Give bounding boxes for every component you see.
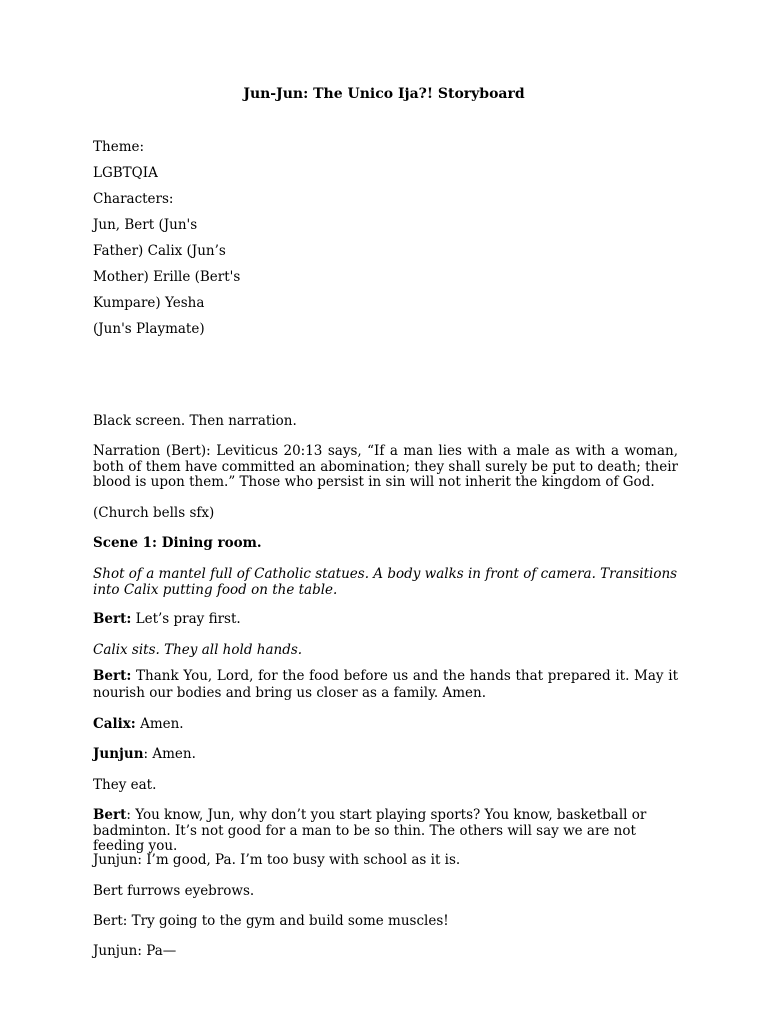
dialogue-text: Thank You, Lord, for the food before us and the hands that prepared it. May it nourish our bodies and bring us closer as a family. Amen. <box>93 668 678 701</box>
speaker-name: Bert <box>93 807 127 823</box>
speaker-name: Junjun <box>93 746 144 762</box>
dialogue-line <box>93 747 678 763</box>
narration-paragraph: Narration (Bert): Leviticus 20:13 says, “If a man lies with a male as with a woman, both of them have committed an abomination; they shall surely be put to death; their blood is upon them.” Those who persist in sin will not inherit the kingdom of God. <box>93 443 678 490</box>
dialogue-text: : Amen. <box>143 746 196 762</box>
characters-line: (Jun's Playmate) <box>93 321 205 337</box>
stage-direction: They eat. <box>93 777 157 793</box>
speaker-name: Bert: <box>93 668 132 684</box>
dialogue-text: Amen. <box>135 716 184 732</box>
characters-line: Jun, Bert (Jun's <box>93 217 198 233</box>
dialogue-line <box>93 612 678 628</box>
dialogue-line <box>93 717 678 733</box>
speaker-name: Calix: <box>93 716 136 732</box>
dialogue-line: Bert: Try going to the gym and build some muscles! <box>93 913 449 929</box>
characters-heading: Characters: <box>93 191 174 207</box>
scene-heading: Scene 1: Dining room. <box>93 535 262 551</box>
theme-heading: Theme: <box>93 139 145 155</box>
characters-line: Kumpare) Yesha <box>93 295 205 311</box>
stage-direction: Bert furrows eyebrows. <box>93 883 255 899</box>
dialogue-line <box>93 808 678 855</box>
stage-direction: Calix sits. They all hold hands. <box>93 642 303 658</box>
speaker-name: Bert: <box>93 611 132 627</box>
stage-direction: Black screen. Then narration. <box>93 413 297 429</box>
dialogue-line <box>93 668 678 702</box>
characters-line: Father) Calix (Jun’s <box>93 243 226 259</box>
dialogue-line: Junjun: I’m good, Pa. I’m too busy with school as it is. <box>93 852 461 868</box>
dialogue-line: Junjun: Pa— <box>93 943 177 959</box>
stage-direction: Shot of a mantel full of Catholic statues. A body walks in front of camera. Transitions into Calix putting food on the table. <box>93 566 678 598</box>
characters-line: Mother) Erille (Bert's <box>93 269 241 285</box>
dialogue-text: Let’s pray first. <box>131 611 241 627</box>
theme-value: LGBTQIA <box>93 165 158 181</box>
document-title: Jun-Jun: The Unico Ija?! Storyboard <box>243 86 525 102</box>
dialogue-text: : You know, Jun, why don’t you start playing sports? You know, basketball or badminton. It’s not good for a man to be so thin. The others will say we are not feeding you. <box>93 807 647 854</box>
sound-effect-note: (Church bells sfx) <box>93 505 215 521</box>
